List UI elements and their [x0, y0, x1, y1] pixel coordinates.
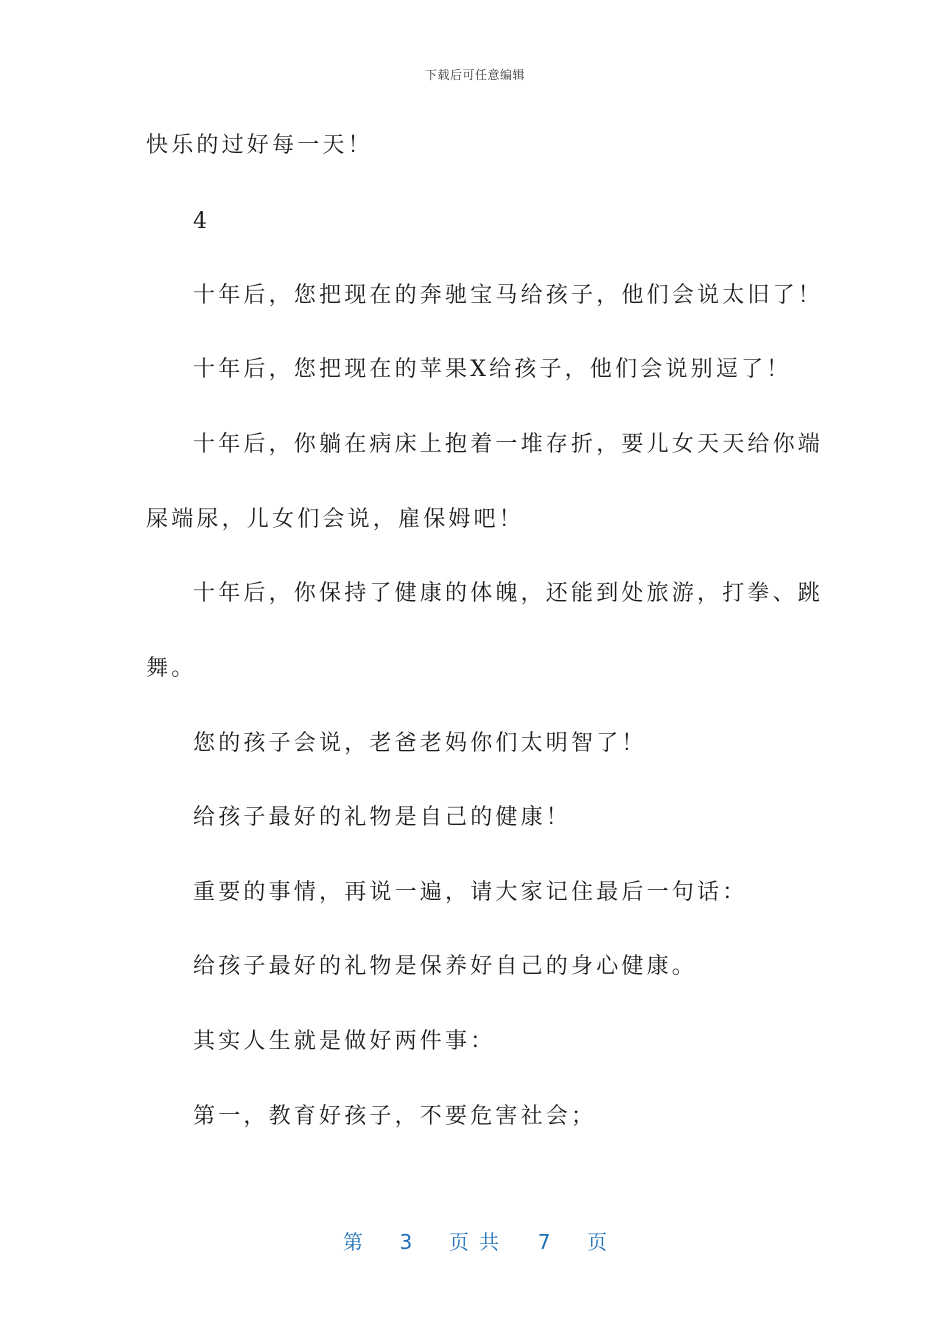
footer-middle: 页共	[449, 1230, 509, 1254]
footer-total-pages: 7	[537, 1230, 551, 1254]
paragraph-line: 舞。	[146, 656, 197, 681]
paragraph-line: 十年后，你躺在病床上抱着一堆存折，要儿女天天给你端	[193, 432, 824, 457]
paragraph-line: 第一，教育好孩子，不要危害社会；	[193, 1104, 597, 1129]
paragraph-line: 给孩子最好的礼物是自己的健康！	[193, 805, 572, 830]
footer-suffix: 页	[587, 1230, 608, 1254]
paragraph-line: 您的孩子会说，老爸老妈你们太明智了！	[193, 731, 647, 756]
page-header-note: 下载后可任意编辑	[424, 68, 525, 82]
paragraph-line: 快乐的过好每一天！	[146, 133, 373, 158]
paragraph-line: 给孩子最好的礼物是保养好自己的身心健康。	[193, 954, 698, 979]
paragraph-line: 十年后，您把现在的奔驰宝马给孩子，他们会说太旧了！	[193, 283, 824, 308]
footer-current-page: 3	[399, 1230, 413, 1254]
footer-prefix: 第	[342, 1230, 363, 1254]
paragraph-line: 重要的事情，再说一遍，请大家记住最后一句话：	[193, 880, 748, 905]
section-number: 4	[193, 209, 211, 234]
paragraph-line: 十年后，你保持了健康的体魄，还能到处旅游，打拳、跳	[193, 581, 824, 606]
paragraph-line: 屎端尿，儿女们会说，雇保姆吧！	[146, 507, 525, 532]
paragraph-line: 十年后，您把现在的苹果X给孩子，他们会说别逗了！	[193, 357, 792, 382]
paragraph-line: 其实人生就是做好两件事：	[193, 1029, 496, 1054]
page-footer	[0, 1226, 950, 1255]
